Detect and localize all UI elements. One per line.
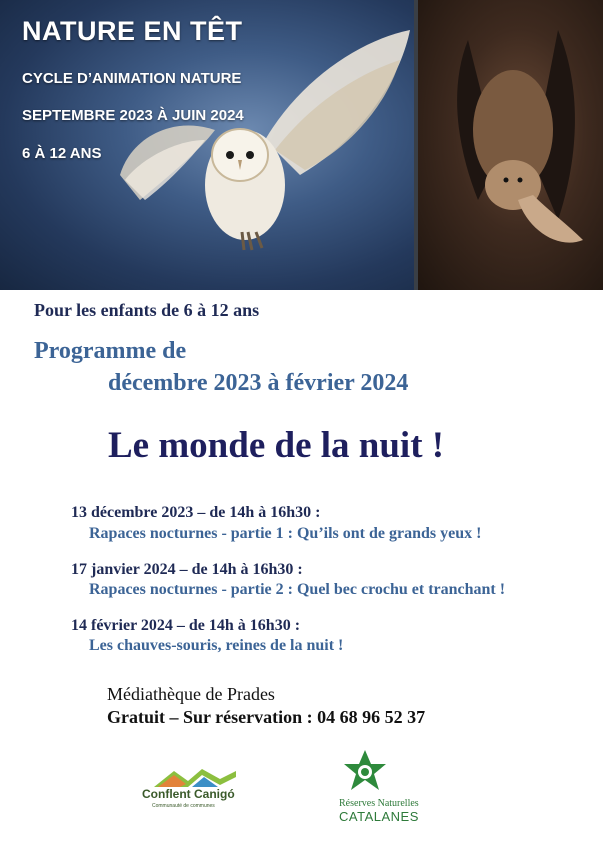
reserves-naturelles-logo xyxy=(337,748,447,828)
booking-text: Gratuit – Sur réservation : 04 68 96 52 37 xyxy=(107,707,426,727)
conflent-canigo-logo xyxy=(140,765,255,815)
banner-subtitle: CYCLE D’ANIMATION NATURE xyxy=(22,70,242,87)
turtle-star-logo-icon xyxy=(340,748,390,796)
bat-photo xyxy=(418,0,603,290)
main-title: Le monde de la nuit ! xyxy=(108,425,445,466)
banner-age: 6 À 12 ANS xyxy=(22,145,102,162)
banner-title: NATURE EN TÊT xyxy=(22,16,243,46)
reserves-logo-subtitle: CATALANES xyxy=(339,809,419,824)
event-date: 17 janvier 2024 – de 14h à 16h30 : xyxy=(71,561,303,578)
mountain-logo-icon xyxy=(140,765,255,789)
header-banner xyxy=(0,0,603,290)
programme-heading-line2: décembre 2023 à février 2024 xyxy=(108,370,409,396)
reserves-logo-name: Réserves Naturelles xyxy=(339,798,419,809)
event-date: 13 décembre 2023 – de 14h à 16h30 : xyxy=(71,504,321,521)
conflent-logo-name: Conflent Canigó xyxy=(142,787,235,801)
event-title: Rapaces nocturnes - partie 2 : Quel bec crochu et tranchant ! xyxy=(89,581,506,598)
programme-heading-line1: Programme de xyxy=(34,338,187,364)
event-title: Rapaces nocturnes - partie 1 : Qu’ils ont de grands yeux ! xyxy=(89,525,482,542)
event-date: 14 février 2024 – de 14h à 16h30 : xyxy=(71,617,301,634)
conflent-logo-subtitle: Communauté de communes xyxy=(152,803,215,809)
venue-text: Médiathèque de Prades xyxy=(107,684,275,704)
bat-illustration xyxy=(418,0,603,290)
event-title: Les chauves-souris, reines de la nuit ! xyxy=(89,637,344,654)
audience-text: Pour les enfants de 6 à 12 ans xyxy=(34,300,260,320)
banner-period: SEPTEMBRE 2023 À JUIN 2024 xyxy=(22,107,244,124)
barn-owl-photo xyxy=(0,0,414,290)
